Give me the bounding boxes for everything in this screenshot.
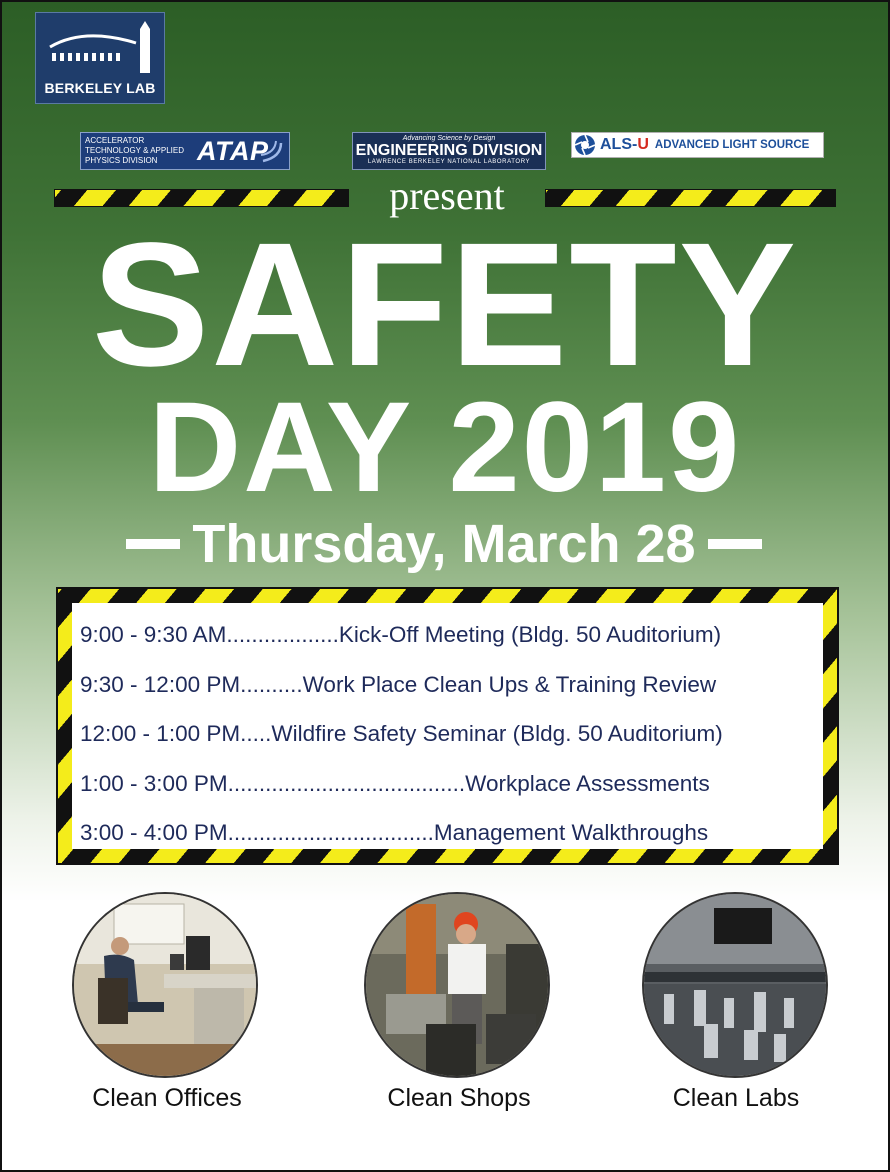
office-photo: [72, 892, 258, 1078]
shop-photo: [364, 892, 550, 1078]
schedule-item: 9:30 - 12:00 PM..........Work Place Clean Ups & Training Review: [80, 671, 717, 697]
engineering-subtitle: LAWRENCE BERKELEY NATIONAL LABORATORY: [367, 159, 531, 165]
engineering-title: ENGINEERING DIVISION: [355, 142, 543, 159]
schedule-list: [72, 603, 823, 849]
title-day-2019: DAY 2019: [148, 376, 742, 519]
schedule-item: 12:00 - 1:00 PM.....Wildfire Safety Seminar (Bldg. 50 Auditorium): [80, 721, 723, 746]
caption-clean-offices: Clean Offices: [92, 1084, 242, 1112]
schedule-item: 3:00 - 4:00 PM.................................Management Walkthroughs: [80, 820, 709, 845]
als-name: ADVANCED LIGHT SOURCE: [654, 139, 810, 151]
engineering-division-logo: [352, 132, 546, 170]
atap-swoosh-icon: [259, 139, 285, 165]
date-dash-right: [708, 539, 762, 549]
date-line: [68, 512, 820, 576]
als-u-acronym: ALS-U: [600, 136, 649, 153]
berkeley-lab-skyline-icon: [44, 21, 158, 73]
schedule-item: 1:00 - 3:00 PM......................................Workplace Assessments: [80, 770, 710, 796]
schedule-box: [56, 587, 839, 865]
atap-logo: [80, 132, 290, 170]
berkeley-lab-label: BERKELEY LAB: [44, 80, 156, 96]
atap-division-name: ACCELERATOR TECHNOLOGY & APPLIED PHYSICS DIVISION: [85, 136, 184, 165]
als-aperture-icon: [574, 134, 596, 156]
date-dash-left: [126, 539, 180, 549]
hazard-stripe-right: [545, 189, 836, 207]
schedule-item: 9:00 - 9:30 AM..................Kick-Off Meeting (Bldg. 50 Auditorium): [80, 622, 722, 647]
caption-clean-shops: Clean Shops: [387, 1084, 531, 1112]
hazard-stripe-left: [54, 189, 349, 207]
engineering-tagline: Advancing Science by Design: [402, 135, 496, 142]
event-date: Thursday, March 28: [192, 514, 696, 574]
atap-acronym: ATAP: [197, 135, 269, 166]
present-label: present: [389, 173, 505, 218]
berkeley-lab-logo: [35, 12, 165, 104]
title-safety: SAFETY: [91, 207, 799, 403]
caption-clean-labs: Clean Labs: [672, 1084, 800, 1112]
lab-photo: [642, 892, 828, 1078]
als-u-logo: [571, 132, 824, 158]
